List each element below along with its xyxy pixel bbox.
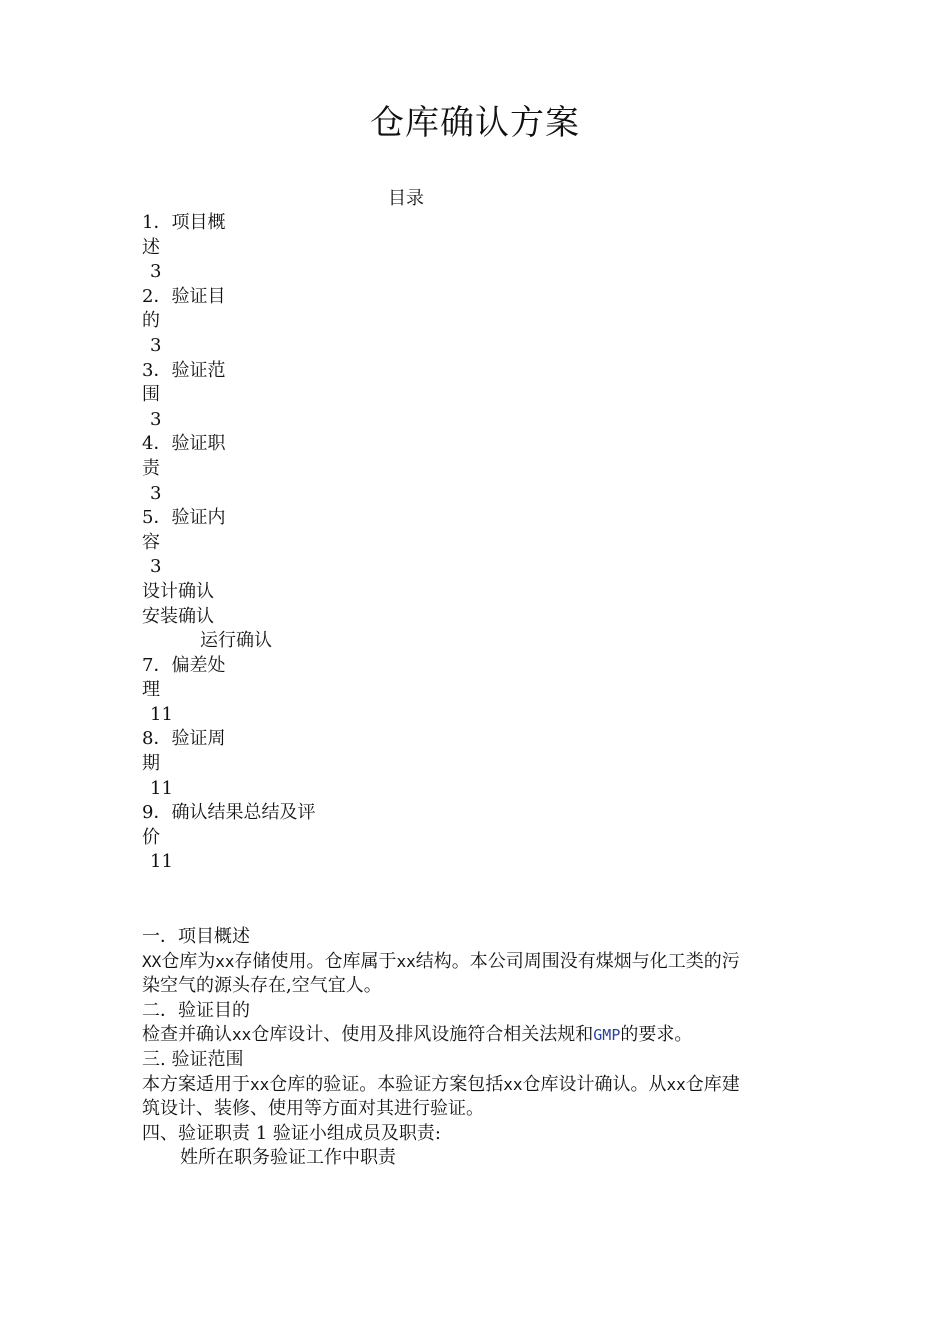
section-heading: 三. 验证范围 xyxy=(142,1048,244,1070)
inline-text: 仓库为 xyxy=(161,950,216,972)
toc-page-number: 3 xyxy=(150,334,162,356)
section-heading: 二．验证目的 xyxy=(142,999,250,1021)
toc-line: 价 xyxy=(142,826,160,848)
inline-text: xx xyxy=(232,1025,252,1045)
toc-line: 2．验证目 xyxy=(142,285,226,307)
toc-line: 9．确认结果总结及评 xyxy=(142,802,316,824)
toc-line: 的 xyxy=(142,310,160,332)
inline-text: 仓库设计、使用及排风设施符合相关法规和 xyxy=(251,1024,594,1046)
toc-heading: 目录 xyxy=(388,188,424,209)
inline-text: xx xyxy=(250,1074,270,1094)
section-paragraph xyxy=(142,1023,812,1048)
inline-text: XX xyxy=(142,951,162,971)
toc-line: 1．项目概 xyxy=(142,212,226,233)
toc-page-number: 3 xyxy=(150,408,162,430)
inline-text: 仓库的验证。本验证方案包括 xyxy=(269,1073,504,1095)
toc-page-number: 11 xyxy=(150,851,173,873)
inline-text: xx xyxy=(503,1074,523,1094)
toc-line: 运行确认 xyxy=(200,630,272,652)
section-paragraph: 筑设计、装修、使用等方面对其进行验证。 xyxy=(142,1098,484,1120)
toc-page-number: 11 xyxy=(150,703,173,725)
toc-page-number: 3 xyxy=(150,556,162,578)
inline-text: 仓库建 xyxy=(685,1073,740,1095)
toc-line: 安装确认 xyxy=(142,605,214,627)
inline-text: 存储使用。仓库属于 xyxy=(234,950,397,972)
inline-text: 的要求。 xyxy=(620,1024,693,1046)
toc-line: 责 xyxy=(142,457,160,479)
toc-line: 4．验证职 xyxy=(142,433,226,455)
toc-line: 7．偏差处 xyxy=(142,654,226,676)
toc-line: 容 xyxy=(142,531,160,553)
inline-text: xx xyxy=(666,1074,686,1094)
section-paragraph xyxy=(142,1073,812,1098)
inline-text: 检查并确认 xyxy=(142,1024,232,1046)
document-title: 仓库确认方案 xyxy=(370,103,580,143)
inline-text: 本方案适用于 xyxy=(142,1073,250,1095)
gmp-term: GMP xyxy=(593,1026,621,1045)
inline-text: 仓库设计确认。从 xyxy=(522,1073,667,1095)
toc-page-number: 3 xyxy=(150,261,162,283)
toc-line: 5．验证内 xyxy=(142,507,226,529)
toc-line: 期 xyxy=(142,753,160,775)
section-paragraph: 染空气的源头存在,空气宜人。 xyxy=(142,975,382,997)
section-heading: 一．项目概述 xyxy=(142,926,250,947)
toc-line: 8．验证周 xyxy=(142,728,226,750)
table-of-contents xyxy=(142,211,462,875)
toc-line: 3．验证范 xyxy=(142,359,226,381)
table-header-text: 姓所在职务验证工作中职责 xyxy=(180,1147,396,1169)
section-paragraph xyxy=(142,950,812,975)
toc-line: 述 xyxy=(142,236,160,258)
toc-page-number: 11 xyxy=(150,777,173,799)
document-body xyxy=(142,925,812,1171)
section-heading: 四、验证职责 1 验证小组成员及职责: xyxy=(142,1122,441,1144)
inline-text: xx xyxy=(396,951,416,971)
inline-text: xx xyxy=(215,951,235,971)
toc-page-number: 3 xyxy=(150,482,162,504)
toc-line: 围 xyxy=(142,384,160,406)
toc-line: 理 xyxy=(142,679,160,701)
toc-line: 设计确认 xyxy=(142,580,214,602)
inline-text: 结构。本公司周围没有煤烟与化工类的污 xyxy=(415,950,740,972)
